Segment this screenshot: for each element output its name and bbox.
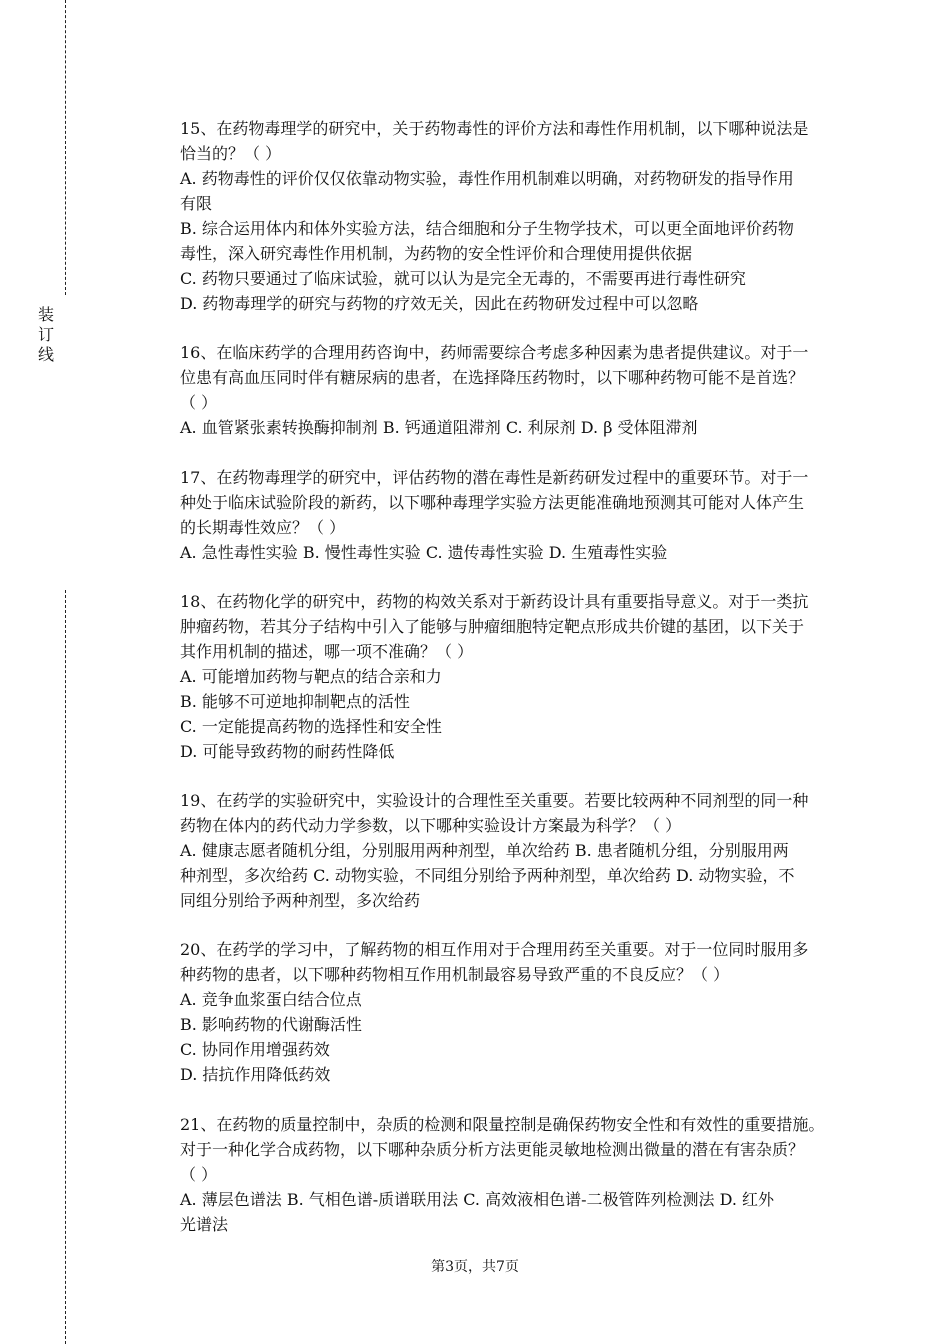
question-line: D. 可能导致药物的耐药性降低 xyxy=(180,741,395,761)
question-20 xyxy=(180,937,880,1087)
question-line: B. 综合运用体内和体外实验方法，结合细胞和分子生物学技术，可以更全面地评价药物 xyxy=(180,219,794,238)
question-line: D. 拮抗作用降低药效 xyxy=(180,1065,331,1085)
question-line: 21、在药物的质量控制中，杂质的检测和限量控制是确保药物安全性和有效性的重要措施。 xyxy=(180,1114,825,1134)
question-line: C. 药物只要通过了临床试验，就可以认为是完全无毒的，不需要再进行毒性研究 xyxy=(180,269,746,288)
binding-line-top xyxy=(65,0,66,295)
question-line: B. 能够不可逆地抑制靶点的活性 xyxy=(180,691,410,711)
question-line: 光谱法 xyxy=(180,1214,229,1234)
question-line: 肿瘤药物，若其分子结构中引入了能够与肿瘤细胞特定靶点形成共价键的基团，以下关于 xyxy=(180,616,805,636)
question-21 xyxy=(180,1112,880,1237)
question-line: 18、在药物化学的研究中，药物的构效关系对于新药设计具有重要指导意义。对于一类抗 xyxy=(180,591,809,611)
question-line: 16、在临床药学的合理用药咨询中，药师需要综合考虑多种因素为患者提供建议。对于一 xyxy=(180,343,809,363)
question-line: 有限 xyxy=(180,194,213,213)
question-line: （ ） xyxy=(180,393,218,413)
question-19 xyxy=(180,788,880,913)
question-line: A. 药物毒性的评价仅仅依靠动物实验，毒性作用机制难以明确，对药物研发的指导作用 xyxy=(180,169,794,188)
question-line: A. 血管紧张素转换酶抑制剂 B. 钙通道阻滞剂 C. 利尿剂 D. β 受体阻滞剂 xyxy=(180,418,698,438)
binding-line-bottom xyxy=(65,590,66,1344)
question-line: 位患有高血压同时伴有糖尿病的患者，在选择降压药物时，以下哪种药物可能不是首选？ xyxy=(180,368,805,388)
question-line: A. 健康志愿者随机分组，分别服用两种剂型，单次给药 B. 患者随机分组，分别服用两 xyxy=(180,841,789,861)
question-line: A. 薄层色谱法 B. 气相色谱-质谱联用法 C. 高效液相色谱-二极管阵列检测法 D. 红外 xyxy=(180,1189,775,1209)
question-line: 药物在体内的药代动力学参数，以下哪种实验设计方案最为科学？（ ） xyxy=(180,816,682,836)
question-line: D. 药物毒理学的研究与药物的疗效无关，因此在药物研发过程中可以忽略 xyxy=(180,294,699,313)
question-list xyxy=(180,116,880,1261)
question-18 xyxy=(180,589,880,764)
question-line: A. 竞争血浆蛋白结合位点 xyxy=(180,990,362,1010)
question-line: 恰当的？（ ） xyxy=(180,144,282,163)
page-footer: 第3页，共7页 xyxy=(431,1259,519,1275)
question-line: 15、在药物毒理学的研究中，关于药物毒性的评价方法和毒性作用机制，以下哪种说法是 xyxy=(180,119,809,138)
question-line: 20、在药学的学习中，了解药物的相互作用对于合理用药至关重要。对于一位同时服用多 xyxy=(180,940,809,960)
binding-label: 装订线 xyxy=(37,305,54,364)
question-line: A. 急性毒性实验 B. 慢性毒性实验 C. 遗传毒性实验 D. 生殖毒性实验 xyxy=(180,542,668,562)
question-line: A. 可能增加药物与靶点的结合亲和力 xyxy=(180,666,442,686)
question-line: 其作用机制的描述，哪一项不准确？（ ） xyxy=(180,641,474,661)
question-line: 19、在药学的实验研究中，实验设计的合理性至关重要。若要比较两种不同剂型的同一种 xyxy=(180,791,809,811)
question-17 xyxy=(180,465,880,565)
question-15 xyxy=(180,116,880,316)
question-line: （ ） xyxy=(180,1164,218,1184)
question-line: C. 协同作用增强药效 xyxy=(180,1040,330,1060)
question-16 xyxy=(180,340,880,440)
question-line: C. 一定能提高药物的选择性和安全性 xyxy=(180,716,442,736)
question-line: 同组分别给予两种剂型，多次给药 xyxy=(180,891,421,911)
question-line: 对于一种化学合成药物，以下哪种杂质分析方法更能灵敏地检测出微量的潜在有害杂质？ xyxy=(180,1139,805,1159)
question-line: 毒性，深入研究毒性作用机制，为药物的安全性评价和合理使用提供依据 xyxy=(180,244,693,263)
question-line: 种剂型，多次给药 C. 动物实验，不同组分别给予两种剂型，单次给药 D. 动物实验，不 xyxy=(180,866,795,886)
question-line: 的长期毒性效应？（ ） xyxy=(180,517,346,537)
question-line: 种药物的患者，以下哪种药物相互作用机制最容易导致严重的不良反应？（ ） xyxy=(180,965,730,985)
question-line: B. 影响药物的代谢酶活性 xyxy=(180,1015,362,1035)
question-line: 种处于临床试验阶段的新药，以下哪种毒理学实验方法更能准确地预测其可能对人体产生 xyxy=(180,492,805,512)
question-line: 17、在药物毒理学的研究中，评估药物的潜在毒性是新药研发过程中的重要环节。对于一 xyxy=(180,467,809,487)
